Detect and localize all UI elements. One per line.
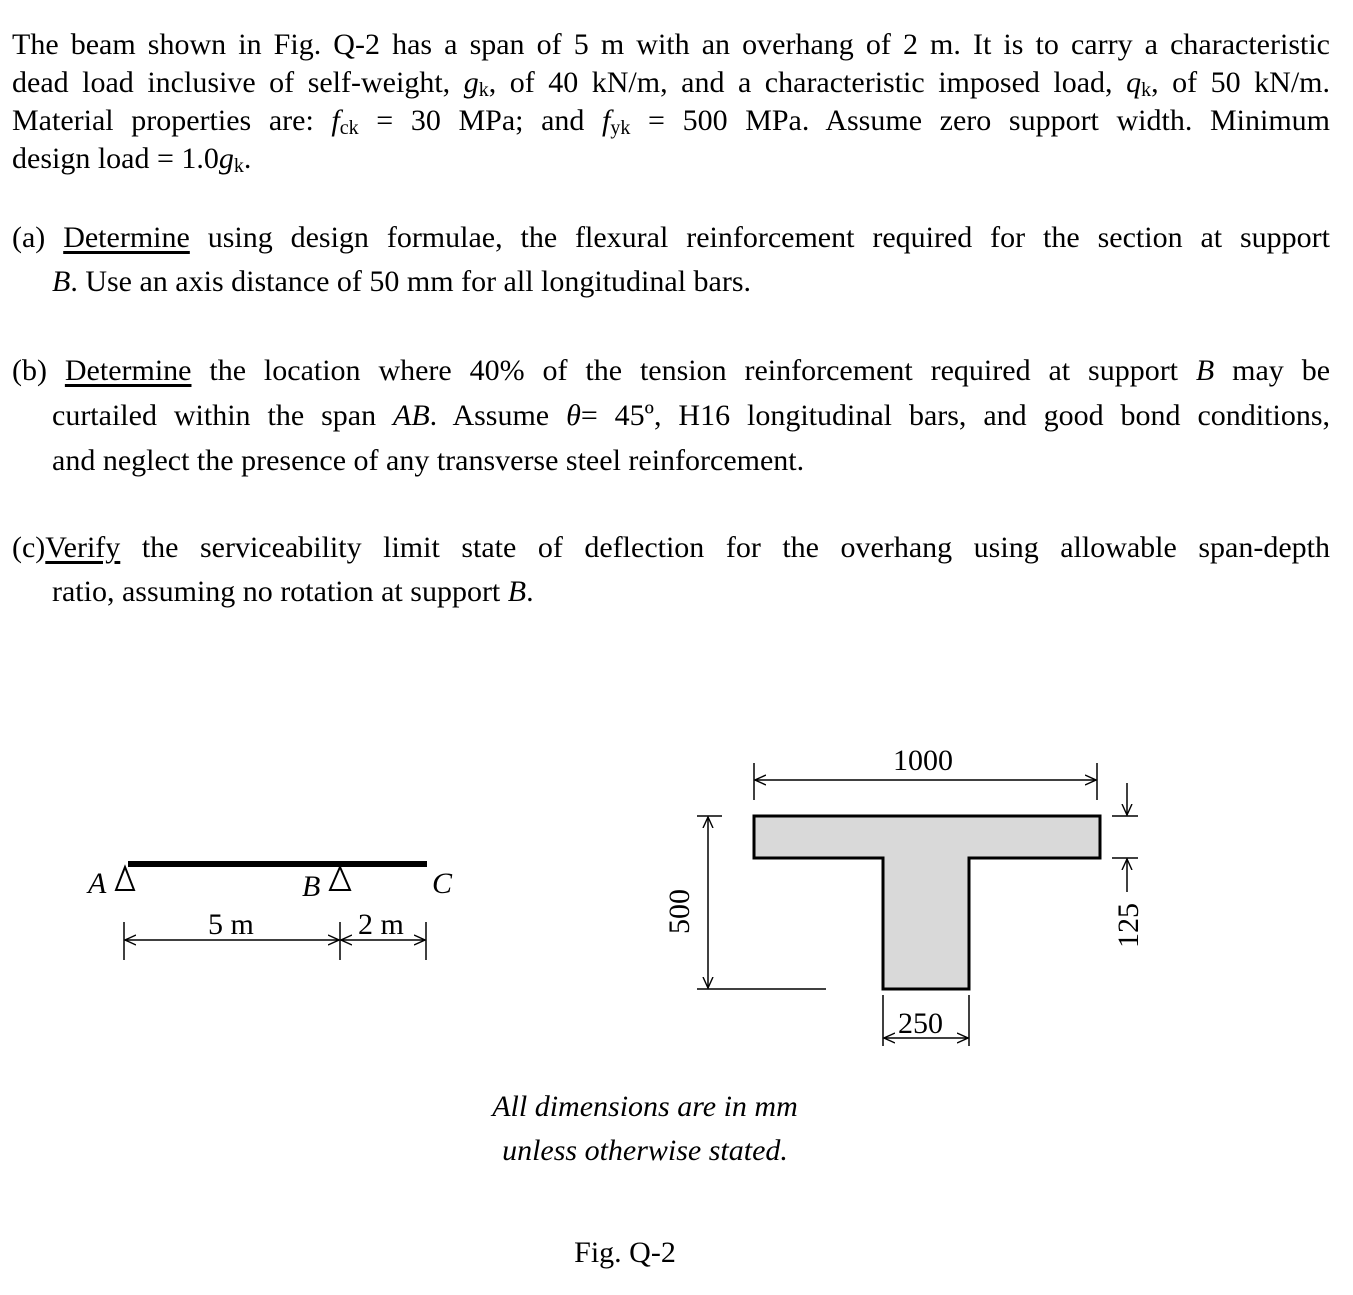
figure-caption: Fig. Q-2 bbox=[574, 1236, 676, 1269]
question-part-a bbox=[12, 216, 1330, 304]
question-part-c bbox=[12, 526, 1330, 614]
part-c-line-1: (c)Verify the serviceability limit state of deflection for the overhang using allowable span-depth bbox=[12, 531, 1330, 564]
part-c-line-2: ratio, assuming no rotation at support B. bbox=[52, 575, 534, 608]
problem-intro bbox=[12, 26, 1330, 178]
part-a-line-2: B. Use an axis distance of 50 mm for all longitudinal bars. bbox=[52, 265, 752, 298]
support-a-pin bbox=[116, 867, 134, 890]
part-a-line-1: (a) Determine using design formulae, the flexural reinforcement required for the section at support bbox=[12, 221, 1331, 254]
part-b-line-3: and neglect the presence of any transverse steel reinforcement. bbox=[52, 444, 805, 477]
width-label: 1000 bbox=[893, 744, 953, 777]
beam-elevation bbox=[86, 864, 453, 960]
t-section bbox=[663, 744, 1145, 1046]
overhang-label: 2 m bbox=[358, 908, 404, 941]
intro-line-2: dead load inclusive of self-weight, $g_k$, of 40 kN/m, and a characteristic imposed load, $q_k$, of 50 kN/m. bbox=[12, 66, 1331, 101]
support-a-label: A bbox=[88, 867, 107, 900]
dimension-note-line-1: All dimensions are in mm bbox=[492, 1090, 798, 1123]
part-b-verb: Determine bbox=[64, 354, 192, 387]
support-b-label: B bbox=[302, 870, 321, 903]
flange-label: 125 bbox=[1112, 903, 1145, 948]
part-a-verb: Determine bbox=[63, 221, 190, 254]
intro-line-3: Material properties are: $f_{ck} = 30$ MPa; and $f_{yk} = 500$ MPa. Assume zero support width. Minimum bbox=[12, 104, 1330, 139]
span-label: 5 m bbox=[208, 908, 254, 941]
depth-label: 500 bbox=[663, 889, 696, 934]
dimension-note-line-2: unless otherwise stated. bbox=[502, 1134, 788, 1167]
end-c-label: C bbox=[432, 867, 453, 900]
part-c-verb: Verify bbox=[45, 531, 121, 564]
intro-line-1: The beam shown in Fig. Q-2 has a span of 5 m with an overhang of 2 m. It is to carry a characteristic bbox=[12, 28, 1330, 61]
intro-line-4: design load = $1.0g_k$. bbox=[12, 142, 252, 177]
question-part-b bbox=[12, 348, 1330, 483]
part-b-line-1: (b) Determine the location where 40% of the tension reinforcement required at support B may be bbox=[12, 354, 1331, 387]
support-b-pin bbox=[330, 867, 350, 890]
t-section-shape bbox=[754, 816, 1100, 989]
part-b-line-2: curtailed within the span AB. Assume θ= 45º, H16 longitudinal bars, and good bond conditions, bbox=[52, 399, 1330, 432]
web-label: 250 bbox=[898, 1007, 943, 1040]
